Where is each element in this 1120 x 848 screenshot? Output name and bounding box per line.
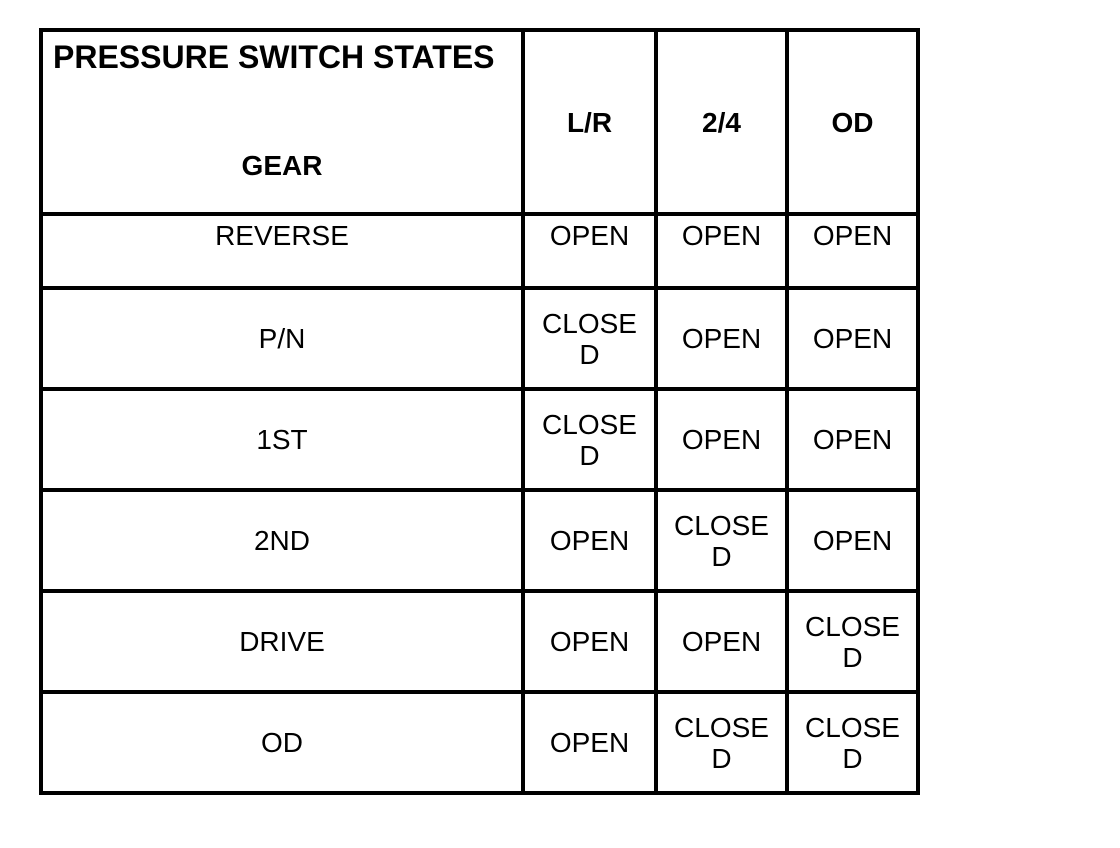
state-value: CLOSED: [542, 307, 637, 370]
pressure-switch-table: [39, 28, 920, 795]
state-cell: [523, 214, 656, 288]
state-cell: [656, 214, 787, 288]
state-value: OPEN: [549, 525, 630, 556]
column-header-lr: L/R: [523, 30, 656, 214]
state-value: OPEN: [812, 525, 893, 556]
state-cell: [523, 490, 656, 591]
state-value: OPEN: [549, 727, 630, 758]
state-value: CLOSED: [674, 711, 769, 774]
state-value: OPEN: [681, 424, 762, 455]
state-value: OPEN: [681, 220, 762, 251]
state-value: OPEN: [681, 626, 762, 657]
state-value: OPEN: [812, 323, 893, 354]
state-cell: [523, 288, 656, 389]
state-cell: [523, 389, 656, 490]
state-value: OPEN: [681, 323, 762, 354]
state-value: OPEN: [549, 626, 630, 657]
gear-cell: P/N: [41, 288, 523, 389]
column-header-od: OD: [787, 30, 918, 214]
table-title: PRESSURE SWITCH STATES: [53, 39, 495, 75]
state-cell: [787, 389, 918, 490]
table-row: [41, 288, 918, 389]
header-row: [41, 30, 918, 214]
state-value: CLOSED: [542, 408, 637, 471]
state-cell: [656, 692, 787, 793]
column-header-2-4: 2/4: [656, 30, 787, 214]
state-cell: [656, 389, 787, 490]
table-row: [41, 692, 918, 793]
state-value: CLOSED: [805, 610, 900, 673]
state-cell: [787, 490, 918, 591]
state-cell: [656, 288, 787, 389]
gear-column-label: GEAR: [241, 150, 323, 181]
title-cell: [41, 30, 523, 214]
gear-cell: 2ND: [41, 490, 523, 591]
gear-cell: 1ST: [41, 389, 523, 490]
state-cell: [787, 591, 918, 692]
table-row: [41, 389, 918, 490]
state-value: OPEN: [549, 220, 630, 251]
table-row: [41, 490, 918, 591]
gear-cell: OD: [41, 692, 523, 793]
state-cell: [787, 214, 918, 288]
state-cell: [523, 692, 656, 793]
state-cell: [787, 288, 918, 389]
state-cell: [656, 490, 787, 591]
state-cell: [523, 591, 656, 692]
table-row: [41, 214, 918, 288]
state-value: OPEN: [812, 424, 893, 455]
state-cell: [656, 591, 787, 692]
state-value: CLOSED: [805, 711, 900, 774]
gear-cell: DRIVE: [41, 591, 523, 692]
state-cell: [787, 692, 918, 793]
state-value: CLOSED: [674, 509, 769, 572]
table-row: [41, 591, 918, 692]
state-value: OPEN: [812, 220, 893, 251]
gear-cell: REVERSE: [41, 214, 523, 288]
